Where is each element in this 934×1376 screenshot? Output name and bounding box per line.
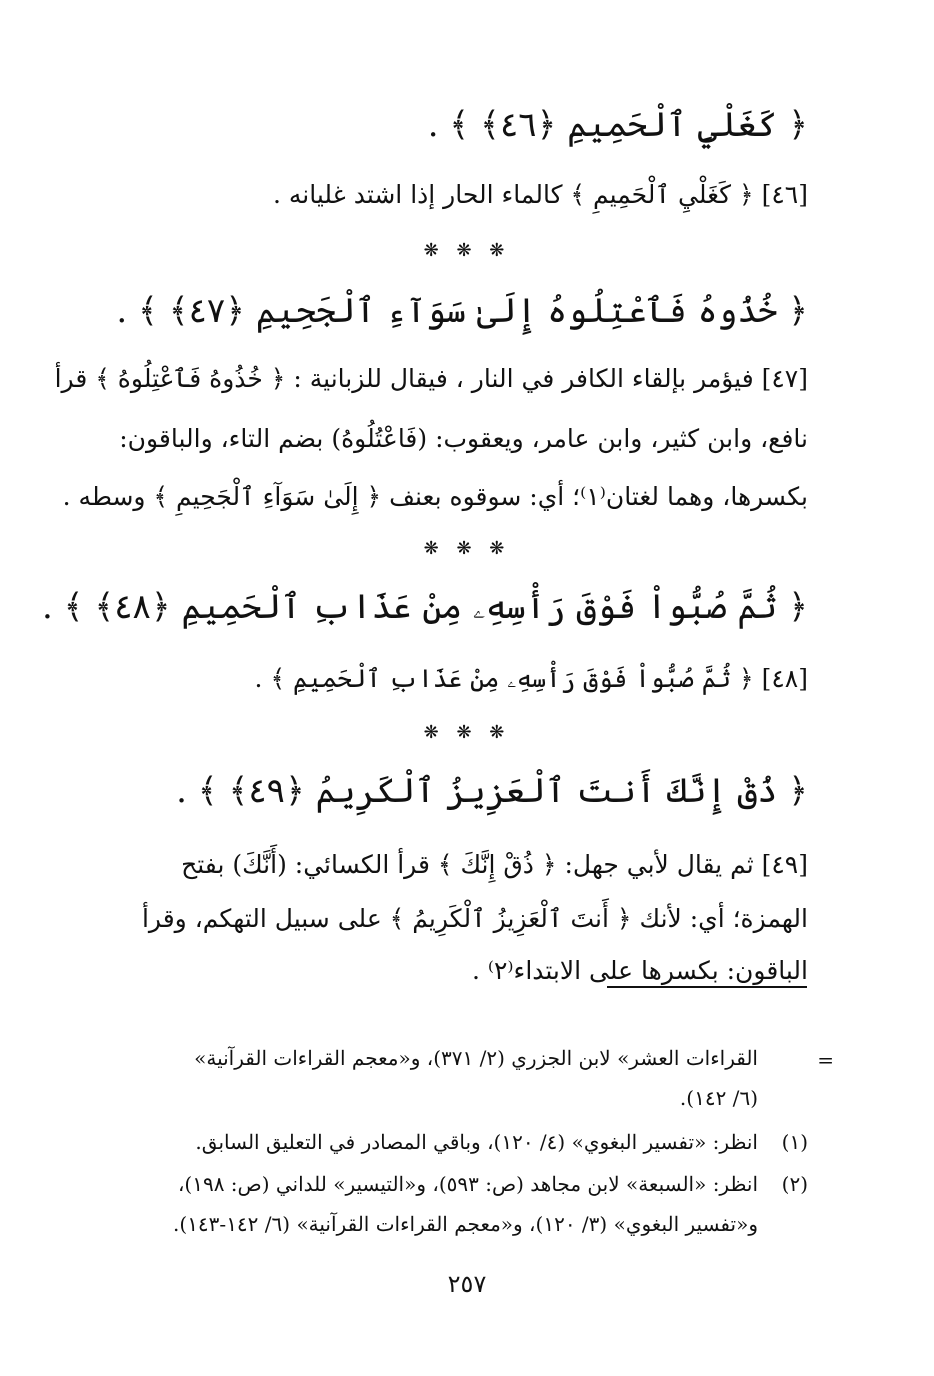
verse-48: ﴿ ثُمَّ صُبُّواْ فَوْقَ رَأْسِهِۦ مِنْ عَذَابِ ٱلْحَمِيمِ ﴿٤٨﴾ ﴾ .	[41, 587, 808, 627]
footnote-1-text: انظر: «تفسير البغوي» (٤/ ١٢٠)، وباقي المصادر في التعليق السابق.	[195, 1130, 758, 1154]
commentary-48: [٤٨] ﴿ ثُمَّ صُبُّواْ فَوْقَ رَأْسِهِۦ مِنْ عَذَابِ ٱلْحَمِيمِ ﴾ .	[254, 664, 808, 693]
verse-49: ﴿ ذُقْ إِنَّكَ أَنتَ ٱلْعَزِيزُ ٱلْكَرِيمُ ﴿٤٩﴾ ﴾ .	[176, 771, 808, 811]
commentary-49-line-1	[86, 850, 808, 879]
footnote-continuation-mark: =	[817, 1048, 834, 1072]
commentary-49-line-2-text: الهمزة؛ أي: لأنك ﴿ أَنتَ ٱلْعَزِيزُ ٱلْكَرِيمُ ﴾ على سبيل التهكم، وقرأ	[141, 904, 808, 933]
footnote-2-number: (٢)	[781, 1172, 808, 1196]
footnote-divider	[607, 986, 807, 988]
footnote-1-number: (١)	[781, 1130, 808, 1154]
commentary-47-line-2-text: نافع، وابن كثير، وابن عامر، ويعقوب: (فَاعْتُلُوهُ) بضم التاء، والباقون:	[119, 424, 808, 453]
verse-46: ﴿ كَغَلْيِ ٱلْحَمِيمِ ﴿٤٦﴾ ﴾ .	[427, 105, 808, 145]
commentary-49-line-3: الباقون: بكسرها على الابتداء⁽٢⁾ .	[471, 956, 808, 985]
commentary-47-line-1	[54, 364, 808, 393]
commentary-47-line-1-text: [٤٧] فيؤمر بإلقاء الكافر في النار ، فيقال للزبانية : ﴿ خُذُوهُ فَٱعْتِلُوهُ ﴾ قرأ	[54, 364, 808, 393]
commentary-47-line-3: بكسرها، وهما لغتان⁽١⁾؛ أي: سوقوه بعنف ﴿ إِلَىٰ سَوَآءِ ٱلْجَحِيمِ ﴾ وسطه .	[62, 482, 808, 511]
commentary-49-line-2	[86, 904, 808, 933]
footnote-continuation-line-2: (٦/ ١٤٢).	[679, 1086, 758, 1110]
footnote-2-line-2: و«تفسير البغوي» (٣/ ١٢٠)، و«معجم القراءات القرآنية» (٦/ ١٤٢-١٤٣).	[173, 1212, 758, 1236]
commentary-49-line-1-text: [٤٩] ثم يقال لأبي جهل: ﴿ ذُقْ إِنَّكَ ﴾ قرأ الكسائي: (أَنَّكَ) بفتح	[181, 850, 808, 879]
footnote-2-line-1: انظر: «السبعة» لابن مجاهد (ص: ٥٩٣)، و«التيسير» للداني (ص: ١٩٨)،	[177, 1172, 758, 1196]
commentary-46: [٤٦] ﴿ كَغَلْيِ ٱلْحَمِيمِ ﴾ كالماء الحار إذا اشتد غليانه .	[272, 180, 808, 209]
section-separator: ❋ ❋ ❋	[423, 240, 511, 261]
verse-47: ﴿ خُذُوهُ فَٱعْتِلُوهُ إِلَىٰ سَوَآءِ ٱلْجَحِيمِ ﴿٤٧﴾ ﴾ .	[116, 291, 808, 331]
section-separator: ❋ ❋ ❋	[423, 722, 511, 743]
footnote-continuation-line-1: القراءات العشر» لابن الجزري (٢/ ٣٧١)، و«معجم القراءات القرآنية»	[194, 1046, 758, 1070]
page-number: ٢٥٧	[447, 1270, 487, 1298]
section-separator: ❋ ❋ ❋	[423, 538, 511, 559]
commentary-47-line-2	[86, 424, 808, 453]
